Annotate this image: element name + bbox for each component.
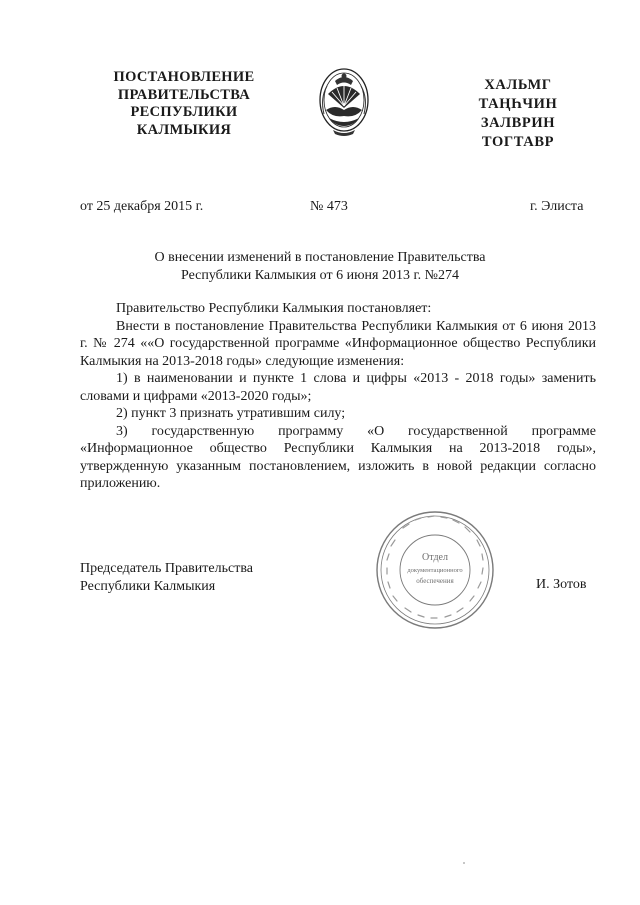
header-right-line: ЗАЛВРИН bbox=[480, 115, 556, 131]
header-left-line: ПРАВИТЕЛЬСТВА bbox=[117, 86, 251, 103]
header-left-line: РЕСПУБЛИКИ bbox=[130, 104, 238, 120]
body-paragraph: Внести в постановление Правительства Республики Калмыкия от 6 июня 2013 г. № 274 ««О государственной программе «Информационное общество Республики Калмыкия на 2013-2018 годы» следующие изменения: bbox=[80, 318, 596, 369]
emblem-of-kalmykia-icon bbox=[315, 64, 373, 140]
document-number: № 473 bbox=[310, 199, 348, 214]
document-date: от 25 декабря 2015 г. bbox=[80, 199, 204, 214]
header-left-block bbox=[96, 69, 272, 139]
header-left-line: КАЛМЫКИЯ bbox=[136, 121, 232, 138]
document-body bbox=[80, 300, 596, 493]
signatory-title-line: Председатель Правительства bbox=[80, 561, 253, 576]
header-right-line: ТАҢҺЧИН bbox=[478, 96, 558, 112]
body-paragraph: 3) государственную программу «О государственной программе «Информационное общество Республики Калмыкия на 2013-2018 годы», утвержденную указанным постановлением, изложить в новой редакции согласно приложению. bbox=[80, 423, 596, 491]
header-right-line: ТОГТАВР bbox=[481, 134, 555, 150]
scan-speck bbox=[463, 862, 465, 864]
signatory-title-line: Республики Калмыкия bbox=[80, 578, 216, 594]
signatory-name: И. Зотов bbox=[536, 577, 587, 592]
signatory-title bbox=[80, 560, 253, 595]
body-paragraph: 1) в наименовании и пункте 1 слова и цифры «2013 - 2018 годы» заменить словами и цифрами «2013-2020 годы»; bbox=[80, 371, 596, 404]
title-line: О внесении изменений в постановление Правительства bbox=[154, 250, 486, 265]
document-title bbox=[120, 249, 520, 284]
body-paragraph: 2) пункт 3 признать утратившим силу; bbox=[116, 406, 346, 421]
body-paragraph: Правительство Республики Калмыкия постановляет: bbox=[116, 301, 432, 316]
header-left-line: ПОСТАНОВЛЕНИЕ bbox=[113, 69, 255, 85]
document-city: г. Элиста bbox=[530, 199, 584, 214]
header-right-block bbox=[462, 76, 574, 152]
round-seal-stamp bbox=[373, 508, 497, 632]
stamp-text: Отдел bbox=[422, 552, 448, 563]
title-line: Республики Калмыкия от 6 июня 2013 г. №274 bbox=[180, 267, 460, 283]
stamp-text: обеспечения bbox=[416, 577, 454, 585]
header-right-line: ХАЛЬМГ bbox=[484, 77, 552, 93]
stamp-text: документационного bbox=[407, 567, 463, 574]
